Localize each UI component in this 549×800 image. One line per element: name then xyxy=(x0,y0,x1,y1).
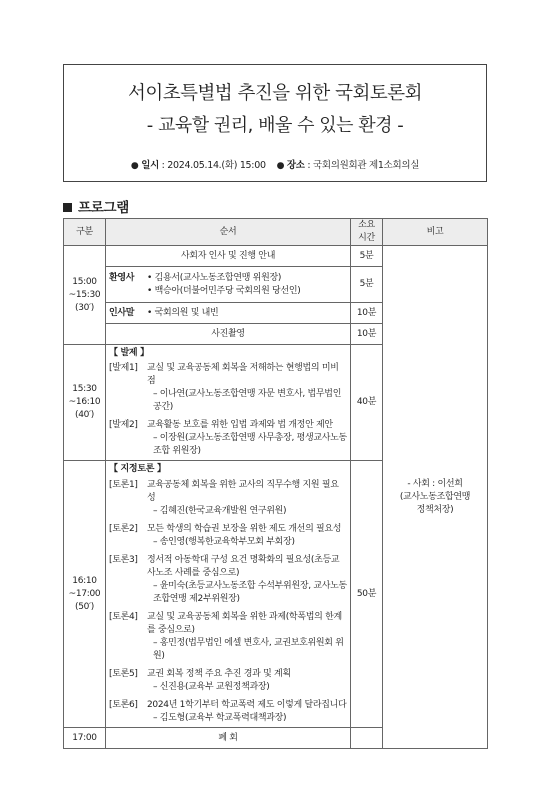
order-cell: 인사말 • 국회의원 및 내빈 xyxy=(106,303,351,324)
item-tag: [토론4] xyxy=(109,611,138,622)
section-title: 프로그램 xyxy=(78,200,129,216)
item-speaker: – 신진용(교육부 교원정책과장) xyxy=(153,682,270,693)
time-cell: 16:10 ~17:00 (50′) xyxy=(64,461,106,728)
order-cell xyxy=(106,461,351,728)
item-title: 모든 학생의 학습권 보장을 위한 제도 개선의 필요성 xyxy=(147,523,342,534)
header-category: 구분 xyxy=(64,219,106,246)
header-order: 순서 xyxy=(106,219,351,246)
title-box xyxy=(63,64,487,182)
time-cell: 15:00 ~15:30 (30′) xyxy=(64,246,106,345)
item-title: 교육공동체 회복을 위한 교사의 직무수행 지원 필요성 xyxy=(147,479,339,503)
header-note: 비고 xyxy=(383,219,488,246)
presentation-heading: 【 발제 】 xyxy=(109,348,149,359)
list-item xyxy=(109,523,347,549)
order-cell xyxy=(106,345,351,461)
duration-cell: 40분 xyxy=(351,345,383,461)
item-tag: [토론5] xyxy=(109,669,138,680)
item-tag: [토론1] xyxy=(109,479,138,490)
date-value: : 2024.05.14.(화) 15:00 xyxy=(158,160,266,171)
discussion-heading: 【 지정토론 】 xyxy=(109,464,166,475)
item-tag: [토론2] xyxy=(109,523,138,534)
presentation-list xyxy=(109,362,347,458)
item-title: 교권 회복 정책 주요 추진 경과 및 계획 xyxy=(147,669,291,680)
item-title: 교실 및 교육공동체 회복을 저해하는 현행법의 미비점 xyxy=(147,363,339,387)
item-tag: [토론3] xyxy=(109,554,138,565)
duration-cell: 10분 xyxy=(351,303,383,324)
note-cell: - 사회 : 이선희 (교사노동조합연맹 정책처장) xyxy=(383,246,488,749)
item-title: 2024년 1학기부터 학교폭력 제도 이렇게 달라집니다 xyxy=(147,700,347,711)
event-subtitle: - 교육할 권리, 배울 수 있는 환경 - xyxy=(146,115,404,136)
order-cell: 환영사 • 김용서(교사노동조합연맹 위원장) • 백승아(더불어민주당 국회의원 당선인) xyxy=(106,267,351,303)
list-item xyxy=(109,362,347,414)
list-item xyxy=(109,419,347,458)
item-tag: [발제1] xyxy=(109,363,138,374)
duration-cell xyxy=(351,728,383,749)
item-title: 교육활동 보호를 위한 입법 과제와 법 개정안 제안 xyxy=(147,420,333,431)
item-title: 교실 및 교육공동체 회복을 위한 과제(학폭법의 한계를 중심으로) xyxy=(147,611,342,635)
duration-cell: 50분 xyxy=(351,461,383,728)
item-title: 정서적 아동학대 구성 요건 명확화의 필요성(초등교사노조 사례를 중심으로) xyxy=(147,554,340,578)
duration-cell: 5분 xyxy=(351,267,383,303)
place-value: : 국회의원회관 제1소회의실 xyxy=(304,160,420,171)
order-cell: 폐 회 xyxy=(106,728,351,749)
welcome-label: 환영사 xyxy=(109,272,135,283)
list-item xyxy=(109,699,347,725)
date-label: 일시 xyxy=(141,160,159,171)
time-cell: 17:00 xyxy=(64,728,106,749)
event-title: 서이초특별법 추진을 위한 국회토론회 xyxy=(127,83,423,104)
bullet-icon: ● xyxy=(276,161,285,171)
table-header-row xyxy=(64,219,488,246)
item-speaker: – 이나연(교사노동조합연맹 자문 변호사, 법무법인 공간) xyxy=(153,389,342,413)
square-bullet-icon xyxy=(63,203,72,212)
item-speaker: – 송인영(행복한교육학부모회 부회장) xyxy=(153,536,295,547)
header-duration: 소요 시간 xyxy=(351,219,383,246)
item-speaker: – 이장원(교사노동조합연맹 사무총장, 평생교사노동조합 위원장) xyxy=(153,433,347,457)
order-cell: 사회자 인사 및 진행 안내 xyxy=(106,246,351,267)
list-item xyxy=(109,554,347,606)
item-speaker: – 윤미숙(초등교사노동조합 수석부위원장, 교사노동조합연맹 제2부위원장) xyxy=(153,580,347,604)
section-heading xyxy=(63,196,129,216)
list-item xyxy=(109,668,347,694)
list-item xyxy=(109,611,347,663)
list-item xyxy=(109,479,347,518)
table-row xyxy=(64,246,488,267)
item-speaker: – 김혜진(한국교육개발원 연구위원) xyxy=(153,505,287,516)
bullet-icon: ● xyxy=(130,161,139,171)
greeting-label: 인사말 xyxy=(109,307,135,318)
duration-cell: 10분 xyxy=(351,324,383,345)
program-table xyxy=(63,218,488,749)
item-speaker: – 김도형(교육부 학교폭력대책과장) xyxy=(153,713,287,724)
time-cell: 15:30 ~16:10 (40′) xyxy=(64,345,106,461)
item-tag: [토론6] xyxy=(109,700,138,711)
event-meta xyxy=(64,157,486,171)
discussion-list xyxy=(109,479,347,726)
order-cell: 사진촬영 xyxy=(106,324,351,345)
place-label: 장소 xyxy=(286,160,305,171)
item-speaker: – 홍민정(법무법인 에셀 변호사, 교권보호위원회 위원) xyxy=(153,638,344,662)
duration-cell: 5분 xyxy=(351,246,383,267)
item-tag: [발제2] xyxy=(109,420,138,431)
